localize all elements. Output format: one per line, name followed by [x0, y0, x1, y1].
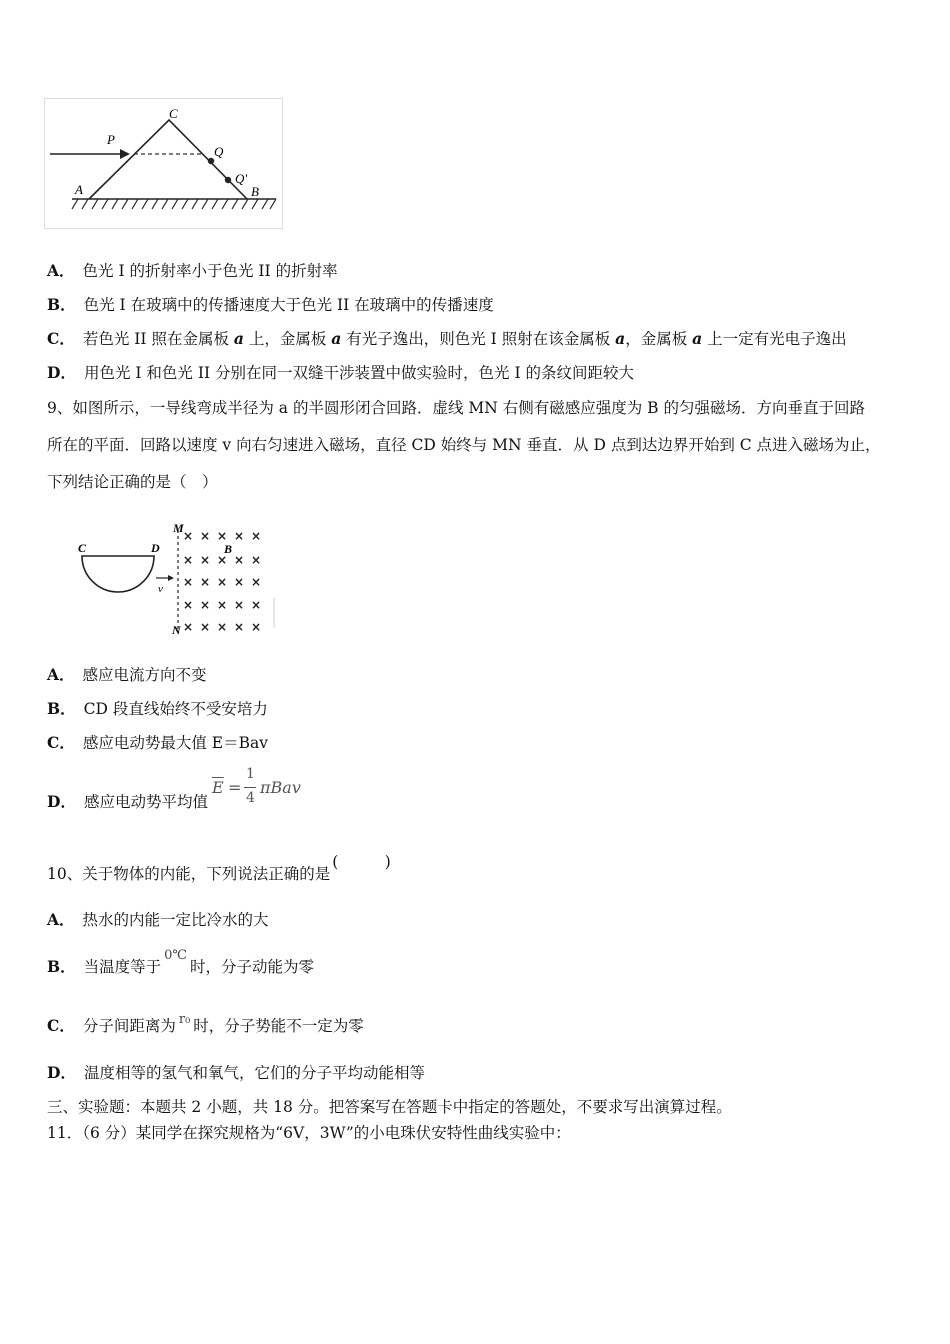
q10-option-d: D． 温度相等的氢气和氧气，它们的分子平均动能相等	[47, 1063, 425, 1082]
field-crosses	[183, 529, 261, 634]
svg-text:×: ×	[234, 575, 245, 589]
label-a: A	[75, 182, 83, 197]
svg-text:×: ×	[183, 553, 194, 567]
q9-option-c: C． 感应电动势最大值 E＝Bav	[47, 733, 268, 752]
svg-text:×: ×	[200, 529, 211, 543]
formula-den: 4	[246, 790, 255, 806]
zero-celsius: 0℃	[164, 948, 187, 963]
svg-text:×: ×	[234, 620, 245, 634]
label-d: D	[151, 541, 160, 555]
q8-option-c: C． 若色光 II 照在金属板 a 上，金属板 a 有光子逸出，则色光 I 照射在该金属板 a，金属板 a 上一定有光电子逸出	[47, 329, 847, 348]
svg-text:×: ×	[217, 598, 228, 612]
svg-text:×: ×	[251, 553, 262, 567]
svg-text:×: ×	[234, 553, 245, 567]
formula-rhs: πBav	[260, 778, 301, 797]
svg-text:×: ×	[251, 529, 262, 543]
r-zero: r₀	[178, 1012, 191, 1027]
svg-text:×: ×	[217, 620, 228, 634]
average-emf-formula	[210, 766, 320, 814]
ground-hatch	[72, 199, 276, 209]
svg-text:×: ×	[217, 575, 228, 589]
svg-text:×: ×	[234, 529, 245, 543]
formula-num: 1	[246, 766, 255, 782]
svg-text:×: ×	[200, 620, 211, 634]
formula-eq: =	[228, 778, 242, 797]
svg-text:×: ×	[251, 620, 262, 634]
q10-option-a: A． 热水的内能一定比冷水的大	[47, 910, 269, 929]
q9-option-a: A． 感应电流方向不变	[47, 665, 207, 684]
semicircle-loop	[82, 556, 154, 592]
label-c: C	[78, 541, 87, 555]
q9-stem-line-2: 所在的平面．回路以速度 v 向右匀速进入磁场，直径 CD 始终与 MN 垂直．从 D 点到达边界开始到 C 点进入磁场为止，	[47, 436, 881, 454]
q8-option-d: D． 用色光 I 和色光 II 分别在同一双缝干涉装置中做实验时，色光 I 的条纹间距较大	[47, 363, 635, 382]
q10-option-b: B． 当温度等于$^{0℃}$时，分子动能为零	[47, 948, 314, 976]
label-b: B	[224, 542, 233, 556]
q9-option-d: D． 感应电动势平均值	[47, 792, 208, 811]
q10-option-c: C． 分子间距离为 $^{r_0}$ 时，分子势能不一定为零	[47, 1012, 364, 1035]
velocity-arrowhead	[168, 575, 174, 581]
fraction-bar	[244, 787, 256, 788]
prism-figure	[44, 98, 284, 230]
q9-stem-line-3: 下列结论正确的是（ ）	[47, 473, 218, 491]
formula-lhs: $\overline{E}$	[212, 778, 224, 797]
answer-paren: ( )	[332, 853, 391, 871]
q8-option-b: B． 色光 I 在玻璃中的传播速度大于色光 II 在玻璃中的传播速度	[47, 295, 494, 314]
svg-text:×: ×	[234, 598, 245, 612]
svg-text:×: ×	[217, 529, 228, 543]
q11-stem: 11．（6 分）某同学在探究规格为“6V，3W”的小电珠伏安特性曲线实验中：	[47, 1124, 571, 1142]
label-m: M	[173, 521, 184, 535]
svg-text:×: ×	[251, 575, 262, 589]
q10-stem: 10、关于物体的内能，下列说法正确的是( )	[47, 853, 391, 883]
label-n: N	[172, 623, 181, 637]
label-c: C	[169, 106, 178, 121]
svg-text:×: ×	[200, 553, 211, 567]
magnetic-field-figure	[70, 518, 280, 640]
svg-text:×: ×	[183, 575, 194, 589]
label-p: P	[107, 132, 115, 147]
label-q-prime: Q'	[235, 171, 248, 186]
label-v: v	[158, 583, 163, 595]
svg-text:×: ×	[183, 620, 194, 634]
svg-text:×: ×	[183, 598, 194, 612]
q9-option-b: B． CD 段直线始终不受安培力	[47, 699, 268, 718]
svg-text:×: ×	[183, 529, 194, 543]
svg-text:×: ×	[200, 598, 211, 612]
label-q: Q	[214, 144, 224, 159]
label-b: B	[251, 184, 259, 199]
point-q-prime	[225, 177, 231, 183]
q8-option-a: A． 色光 I 的折射率小于色光 II 的折射率	[47, 261, 338, 280]
svg-text:×: ×	[217, 553, 228, 567]
q9-stem-line-1: 9、如图所示，一导线弯成半径为 a 的半圆形闭合回路．虚线 MN 右侧有磁感应强度为 B 的匀强磁场．方向垂直于回路	[47, 399, 865, 417]
svg-text:×: ×	[251, 598, 262, 612]
section-3-heading: 三、实验题：本题共 2 小题，共 18 分。把答案写在答题卡中指定的答题处，不要求写出演算过程。	[47, 1098, 732, 1116]
svg-text:×: ×	[200, 575, 211, 589]
ray-arrow	[120, 149, 130, 159]
